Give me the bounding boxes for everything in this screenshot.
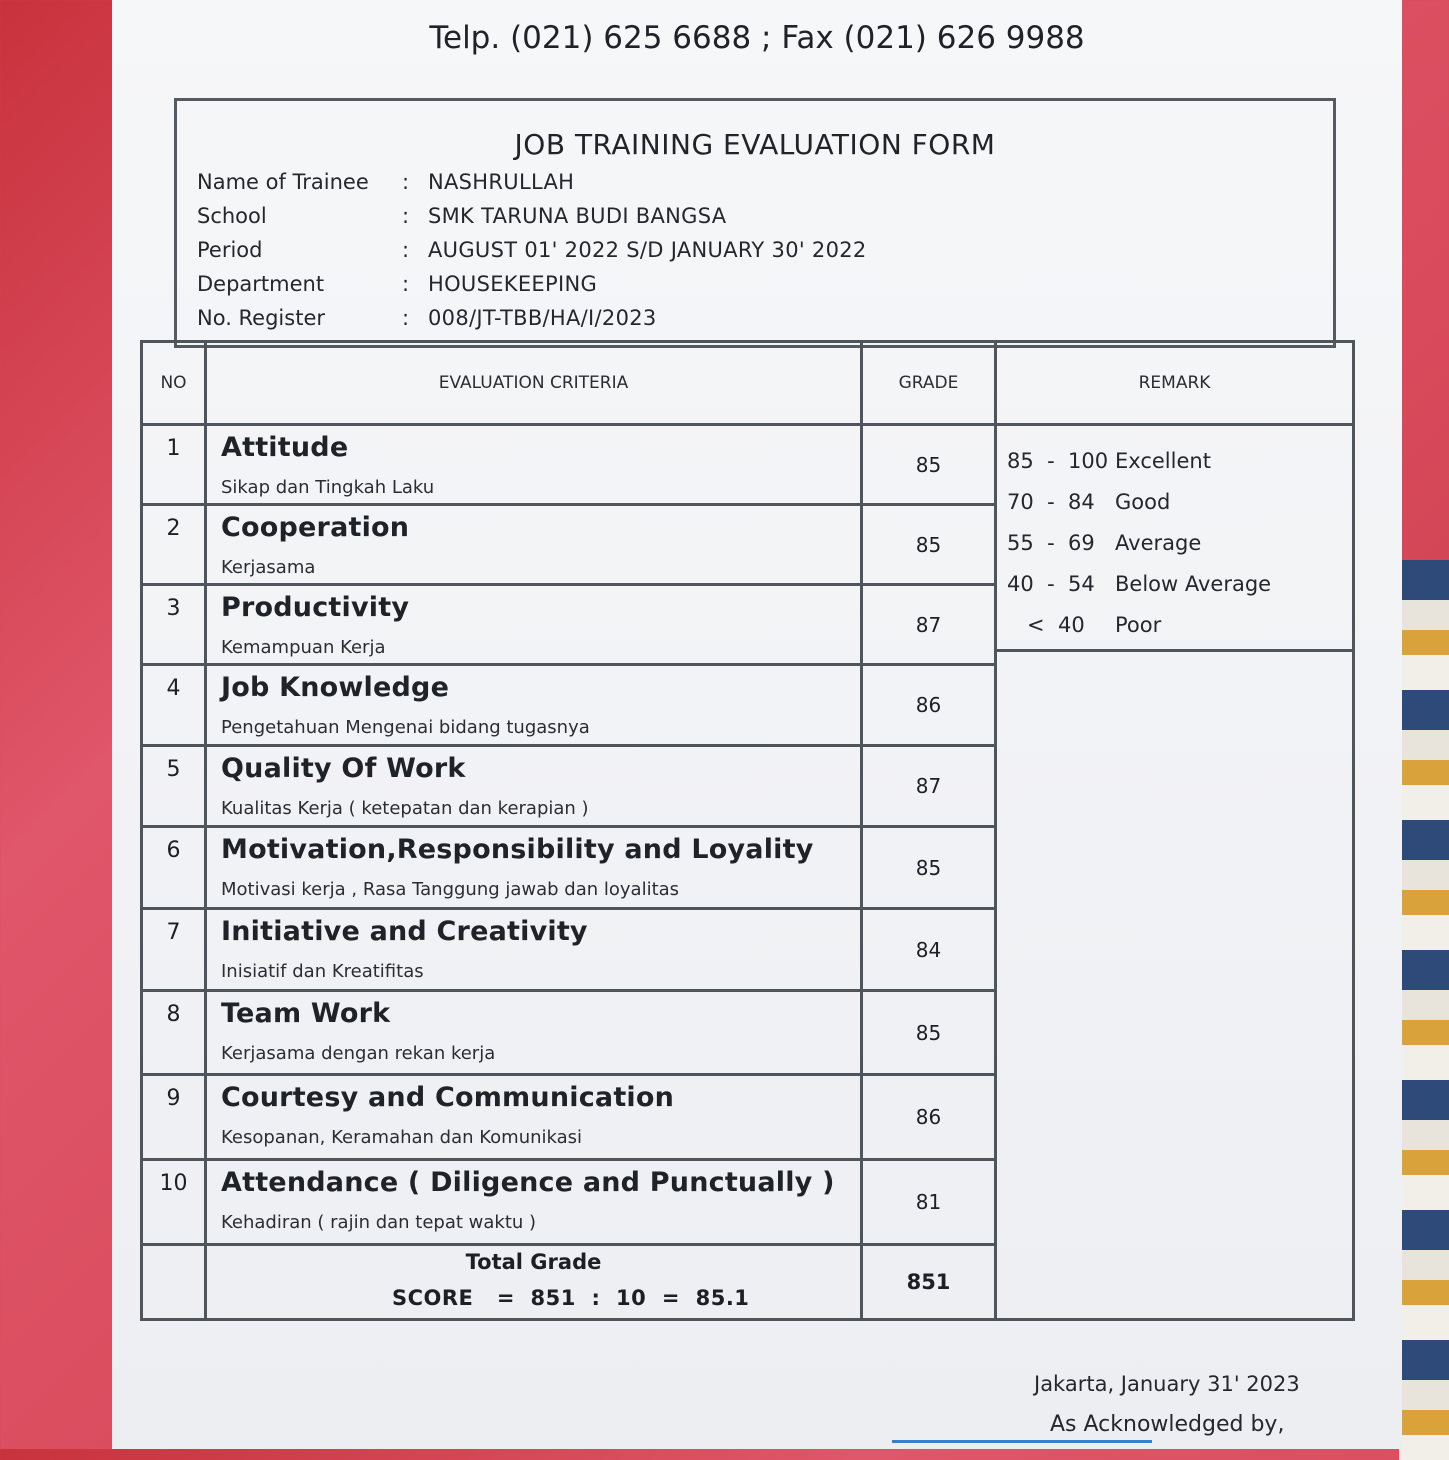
criteria-title: Courtesy and Communication <box>221 1082 675 1113</box>
info-colon: : <box>402 204 410 228</box>
criteria-cell <box>206 1160 862 1245</box>
criteria-cell <box>206 991 862 1075</box>
info-row-school <box>197 199 867 233</box>
legend-item <box>1007 563 1352 604</box>
row-number: 2 <box>142 505 206 585</box>
legend-label: Good <box>1115 489 1171 514</box>
remark-legend <box>996 425 1354 1320</box>
trainee-info <box>197 165 867 335</box>
criteria-cell <box>206 585 862 665</box>
total-cell <box>206 1245 862 1320</box>
grade-value: 81 <box>862 1160 996 1245</box>
legend-range: 85 - 100 <box>1007 448 1109 473</box>
legend-label: Average <box>1115 530 1202 555</box>
grade-value: 84 <box>862 909 996 991</box>
criteria-cell <box>206 505 862 585</box>
legend-label: Below Average <box>1115 571 1272 596</box>
legend-range: < 40 <box>1007 612 1085 637</box>
criteria-subtitle: Kesopanan, Keramahan dan Komunikasi <box>221 1127 583 1148</box>
info-label: No. Register <box>197 306 325 330</box>
row-number: 7 <box>142 909 206 991</box>
info-value: HOUSEKEEPING <box>428 272 598 296</box>
criteria-subtitle: Kerjasama dengan rekan kerja <box>221 1043 496 1064</box>
grade-value: 87 <box>862 746 996 827</box>
form-title: JOB TRAINING EVALUATION FORM <box>514 128 996 161</box>
total-grade: 851 <box>862 1245 996 1320</box>
row-number: 5 <box>142 746 206 827</box>
row-number: 10 <box>142 1160 206 1245</box>
criteria-cell <box>206 746 862 827</box>
criteria-title: Motivation,Responsibility and Loyality <box>221 834 814 865</box>
criteria-subtitle: Sikap dan Tingkah Laku <box>221 477 435 498</box>
total-blank <box>142 1245 206 1320</box>
background-fabric <box>1399 560 1449 1460</box>
info-row-period <box>197 233 867 267</box>
grade-value: 85 <box>862 991 996 1075</box>
legend-label: Poor <box>1115 612 1162 637</box>
row-number: 1 <box>142 425 206 505</box>
legend-item <box>1007 604 1352 645</box>
info-row-name <box>197 165 867 199</box>
info-label: Period <box>197 238 263 262</box>
info-colon: : <box>402 170 410 194</box>
criteria-title: Attitude <box>221 432 349 463</box>
criteria-subtitle: Kemampuan Kerja <box>221 637 386 658</box>
criteria-title: Cooperation <box>221 512 410 543</box>
stamp-edge <box>892 1440 1152 1455</box>
criteria-subtitle: Motivasi kerja , Rasa Tanggung jawab dan loyalitas <box>221 879 680 900</box>
grade-value: 85 <box>862 827 996 909</box>
evaluation-document <box>112 0 1402 1449</box>
info-label: Name of Trainee <box>197 170 369 194</box>
criteria-cell <box>206 909 862 991</box>
info-label: Department <box>197 272 325 296</box>
info-colon: : <box>402 238 410 262</box>
info-value: NASHRULLAH <box>428 170 575 194</box>
row-number: 6 <box>142 827 206 909</box>
header-criteria: EVALUATION CRITERIA <box>206 342 862 425</box>
criteria-title: Initiative and Creativity <box>221 916 588 947</box>
legend-range: 40 - 54 <box>1007 571 1095 596</box>
table-row <box>142 425 1354 505</box>
contact-line: Telp. (021) 625 6688 ; Fax (021) 626 9988 <box>429 20 1085 56</box>
criteria-title: Productivity <box>221 592 410 623</box>
legend-item <box>1007 481 1352 522</box>
place-date: Jakarta, January 31' 2023 <box>1034 1372 1300 1396</box>
info-label: School <box>197 204 267 228</box>
grade-value: 86 <box>862 1075 996 1160</box>
criteria-cell <box>206 425 862 505</box>
criteria-subtitle: Pengetahuan Mengenai bidang tugasnya <box>221 717 590 738</box>
criteria-subtitle: Kerjasama <box>221 557 316 578</box>
row-number: 8 <box>142 991 206 1075</box>
row-number: 3 <box>142 585 206 665</box>
criteria-cell <box>206 1075 862 1160</box>
remark-blank-area <box>997 649 1352 1270</box>
header-grade: GRADE <box>862 342 996 425</box>
evaluation-table <box>140 340 1355 1321</box>
grade-value: 85 <box>862 505 996 585</box>
acknowledged-by: As Acknowledged by, <box>1050 1412 1285 1437</box>
legend-item <box>1007 440 1352 481</box>
criteria-title: Job Knowledge <box>221 672 450 703</box>
legend-range: 55 - 69 <box>1007 530 1095 555</box>
criteria-title: Quality Of Work <box>221 753 466 784</box>
table-header-row <box>142 342 1354 425</box>
legend-range: 70 - 84 <box>1007 489 1095 514</box>
grade-value: 87 <box>862 585 996 665</box>
info-value: 008/JT-TBB/HA/I/2023 <box>428 306 657 330</box>
info-colon: : <box>402 272 410 296</box>
total-title: Total Grade <box>465 1250 602 1274</box>
criteria-title: Team Work <box>221 998 391 1029</box>
row-number: 4 <box>142 665 206 746</box>
score-line: SCORE = 851 : 10 = 85.1 <box>392 1286 750 1310</box>
criteria-title: Attendance ( Diligence and Punctually ) <box>221 1167 835 1198</box>
info-value: SMK TARUNA BUDI BANGSA <box>428 204 727 228</box>
criteria-subtitle: Kualitas Kerja ( ketepatan dan kerapian ) <box>221 798 589 819</box>
header-remark: REMARK <box>996 342 1354 425</box>
grade-value: 86 <box>862 665 996 746</box>
info-row-department <box>197 267 867 301</box>
legend-item <box>1007 522 1352 563</box>
header-no: NO <box>142 342 206 425</box>
criteria-cell <box>206 665 862 746</box>
row-number: 9 <box>142 1075 206 1160</box>
criteria-cell <box>206 827 862 909</box>
criteria-subtitle: Kehadiran ( rajin dan tepat waktu ) <box>221 1212 537 1233</box>
criteria-subtitle: Inisiatif dan Kreatifitas <box>221 961 424 982</box>
info-colon: : <box>402 306 410 330</box>
info-row-register <box>197 301 867 335</box>
grade-value: 85 <box>862 425 996 505</box>
legend-label: Excellent <box>1115 448 1211 473</box>
info-value: AUGUST 01' 2022 S/D JANUARY 30' 2022 <box>428 238 867 262</box>
